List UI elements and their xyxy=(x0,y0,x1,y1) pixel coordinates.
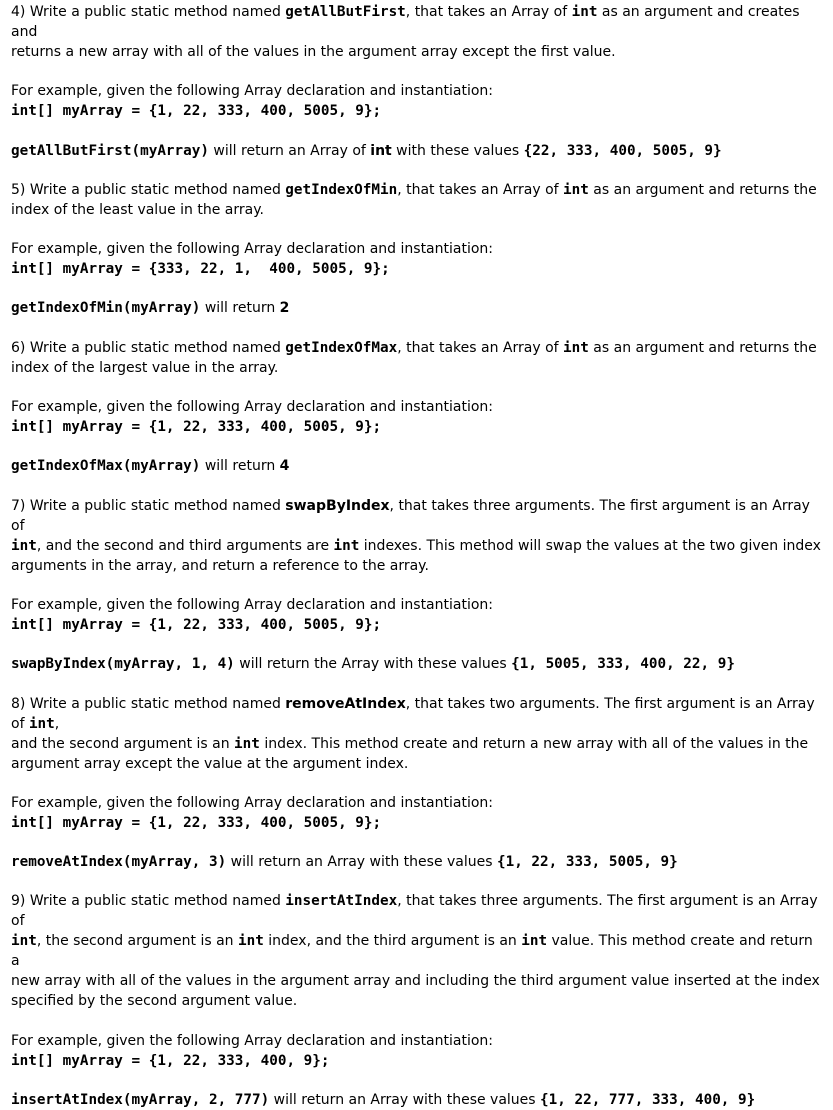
method-name: removeAtIndex xyxy=(285,695,406,712)
q6-declaration: int[] myArray = {1, 22, 333, 400, 5005, 9}; xyxy=(11,419,382,436)
q6-prompt-line-1: 6) Write a public static method named getIndexOfMax, that takes an Array of int as an argument and returns the xyxy=(11,339,817,356)
q8-prompt-line-2: and the second argument is an int index. This method create and return a new array with all of the values in the xyxy=(11,735,809,752)
method-name: getIndexOfMin xyxy=(285,181,398,198)
q5-result: getIndexOfMin(myArray) will return 2 xyxy=(11,300,290,317)
q8-example-intro: For example, given the following Array declaration and instantiation: xyxy=(11,794,494,811)
q9-example-intro: For example, given the following Array declaration and instantiation: xyxy=(11,1032,494,1049)
q4-prompt-line-2: returns a new array with all of the values in the argument array except the first value. xyxy=(11,44,616,60)
q4-result: getAllButFirst(myArray) will return an Array of int with these values {22, 333, 400, 5005, 9} xyxy=(11,142,722,159)
method-name: getAllButFirst xyxy=(285,4,406,20)
q9-prompt-line-1: 9) Write a public static method named insertAtIndex, that takes three arguments. The first argument is an Array of xyxy=(11,893,823,930)
q9-prompt-line-3: new array with all of the values in the argument array and including the third argument value inserted at the index xyxy=(11,973,820,990)
method-name: swapByIndex xyxy=(285,497,390,514)
q8-declaration: int[] myArray = {1, 22, 333, 400, 5005, 9}; xyxy=(11,814,382,831)
q7-result: swapByIndex(myArray, 1, 4) will return the Array with these values {1, 5005, 333, 400, 22, 9} xyxy=(11,656,735,673)
q7-example-intro: For example, given the following Array declaration and instantiation: xyxy=(11,596,494,613)
q9-prompt-line-4: specified by the second argument value. xyxy=(11,993,298,1010)
q7-prompt-line-2: int, and the second and third arguments are int indexes. This method will swap the values at the two given index xyxy=(11,537,821,554)
q8-prompt-line-3: argument array except the value at the argument index. xyxy=(11,755,409,772)
q7-prompt-line-3: arguments in the array, and return a reference to the array. xyxy=(11,557,429,574)
type-keyword: int xyxy=(571,4,598,20)
q6-example-intro: For example, given the following Array declaration and instantiation: xyxy=(11,399,494,416)
type-keyword: int xyxy=(563,339,589,356)
q6-result: getIndexOfMax(myArray) will return 4 xyxy=(11,458,290,475)
q7-declaration: int[] myArray = {1, 22, 333, 400, 5005, 9}; xyxy=(11,616,382,633)
type-keyword: int xyxy=(563,181,589,198)
q9-declaration: int[] myArray = {1, 22, 333, 400, 9}; xyxy=(11,1052,330,1069)
q9-result: insertAtIndex(myArray, 2, 777) will return an Array with these values {1, 22, 777, 333, 400, 9} xyxy=(11,1092,756,1109)
q4-declaration: int[] myArray = {1, 22, 333, 400, 5005, 9}; xyxy=(11,103,382,120)
method-name: insertAtIndex xyxy=(285,893,398,910)
q5-prompt-line-1: 5) Write a public static method named getIndexOfMin, that takes an Array of int as an argument and returns the xyxy=(11,181,817,198)
q5-declaration: int[] myArray = {333, 22, 1, 400, 5005, 9}; xyxy=(11,261,390,278)
q6-prompt-line-2: index of the largest value in the array. xyxy=(11,359,279,376)
q4-prompt-line-1: 4) Write a public static method named getAllButFirst, that takes an Array of int as an argument and creates and xyxy=(11,4,805,40)
q9-prompt-line-2: int, the second argument is an int index, and the third argument is an int value. This method create and return a xyxy=(11,933,818,970)
q5-example-intro: For example, given the following Array declaration and instantiation: xyxy=(11,241,494,258)
q8-prompt-line-1: 8) Write a public static method named removeAtIndex, that takes two arguments. The first argument is an Array of int, xyxy=(11,695,820,732)
q5-prompt-line-2: index of the least value in the array. xyxy=(11,201,264,218)
q7-prompt-line-1: 7) Write a public static method named swapByIndex, that takes three arguments. The first argument is an Array of xyxy=(11,497,815,534)
q4-example-intro: For example, given the following Array declaration and instantiation: xyxy=(11,83,494,100)
method-name: getIndexOfMax xyxy=(285,339,398,356)
q8-result: removeAtIndex(myArray, 3) will return an Array with these values {1, 22, 333, 5005, 9} xyxy=(11,854,678,871)
document xyxy=(11,2,823,1110)
